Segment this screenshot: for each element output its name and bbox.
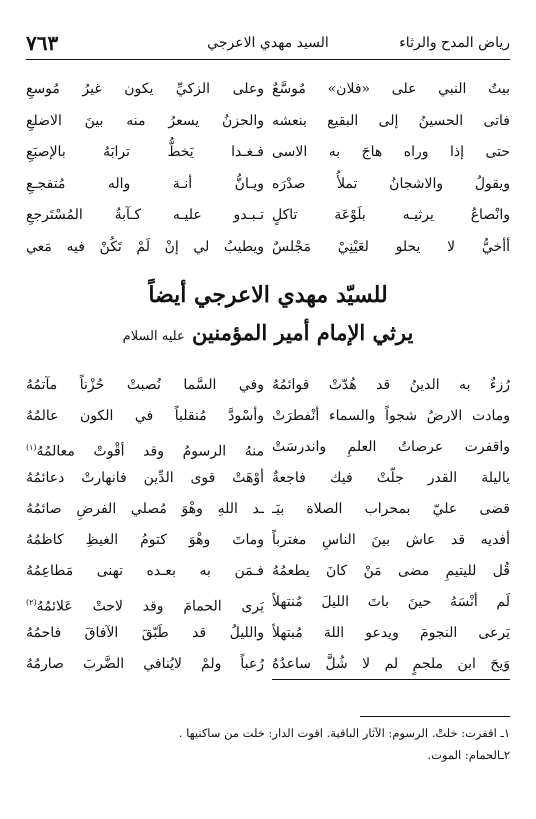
author-name: السيد مهدي الاعرجي: [207, 35, 329, 51]
verse-first-hemistich: فاتى الحسينُ إلى البقيع بنعشه: [272, 112, 510, 129]
footnote: ١ـ اقفرت: خلتْ. الرسوم: الآثار الباقية. اقوت الدار: خلت من ساكنيها .: [178, 726, 510, 740]
footnote: ٢ـالحمام: الموت.: [427, 748, 510, 762]
section-subtitle: [26, 320, 510, 345]
book-title: رياض المدح والرثاء: [399, 35, 510, 51]
verse-second-hemistich: وماتَ وهْوَ كتومُ الغيظِ كاظمُهُ: [26, 532, 264, 548]
verse-first-hemistich: واقفرت عرصاتُ العلمِ واندرسَتْ: [272, 439, 510, 455]
verse-line: [26, 432, 510, 463]
honorific-text: عليه السلام: [122, 329, 185, 344]
verse-line: [26, 232, 510, 264]
verse-second-hemistich: وأسْودَّ مُنقلباً في الكون عالمُهُ: [26, 408, 264, 424]
verse-first-hemistich: أأخيُّ لا يحلو لعَيْنِيْ مَجْلسٌ: [272, 238, 510, 255]
footnote-rule: [360, 716, 510, 717]
verse-line: [26, 169, 510, 201]
verse-line: [26, 74, 510, 106]
verse-first-hemistich: أفديه قد عاش بينَ الناسِ مغترباً: [272, 532, 510, 548]
page-number: ٧٦٣: [26, 31, 59, 55]
verse-line: [26, 587, 510, 618]
verse-second-hemistich: وعلى الزكيِّ يكون غيرُ مُوسعِ: [26, 81, 264, 97]
footnote-marker: (٢): [26, 598, 37, 607]
verse-line: [26, 106, 510, 138]
verse-first-hemistich: ومادت الارضُ شجواً والسماء أنْفطرَتْ: [272, 408, 510, 424]
verse-second-hemistich: رُعباً ولمْ لايُنافي الضَّربَ صارمُهُ: [26, 656, 264, 672]
verse-second-hemistich: تـبـدو عليـه كـآبةُ المُسْتَرجعِ: [26, 207, 264, 223]
verse-line: [26, 525, 510, 556]
verse-line: [26, 463, 510, 494]
verse-first-hemistich: وانْصاعُ يرثيـه بلَوْعَة تاكلٍ: [272, 207, 510, 223]
verse-second-hemistich: ويـانُّ أنـة واله مُتفجـعِ: [26, 175, 264, 192]
hemistich-text: يَرى الحمامَ وقد لاحتْ عَلائمُهُ: [36, 598, 264, 615]
verse-second-hemistich: وفي السَّما نُصبتْ حُزْناً مآتمُهُ: [26, 377, 264, 393]
verse-second-hemistich: والليلُ قد طَبّقَ الآفاقَ فاحمُهُ: [26, 625, 264, 641]
verse-second-hemistich: [26, 432, 264, 463]
verse-line: [26, 556, 510, 587]
verse-line: [26, 401, 510, 432]
verse-first-hemistich: وَيحَ ابن ملجمٍ لم لا شُلَّ ساعدُهُ: [272, 649, 510, 680]
verse-line: [26, 618, 510, 649]
verse-first-hemistich: رُزءٌ به الدينُ قد هُدّتْ قوائمُهُ: [272, 377, 510, 393]
verse-first-hemistich: بيتُ النبي على «فلان» مُوسَّعٌ: [272, 81, 510, 97]
verse-second-hemistich: ـد اللهِ وهْوَ مُصلي الفرضِ صائمُهُ: [26, 501, 264, 517]
verse-second-hemistich: فـغـدا يَخطُّ ترابَهُ بالإصبَعِ: [26, 144, 264, 160]
verse-first-hemistich: يَرعى النجومَ ويدعو اللهَ مُبتهلاً: [272, 625, 510, 641]
hemistich-text: منهُ الرسومُ وقد أقْوتْ معالمُهُ: [36, 443, 264, 460]
verse-first-hemistich: ياليلة القدر جلّتْ فيك فاجعةٌ: [272, 470, 510, 486]
verse-second-hemistich: [26, 587, 264, 618]
poem-b: [26, 370, 510, 680]
verse-first-hemistich: حتى إذا وراه هاجَ به الاسى: [272, 144, 510, 160]
footnote-marker: (١): [26, 443, 37, 452]
verse-line: [26, 494, 510, 525]
verse-first-hemistich: قضى عليّ بمحراب الصلاة بيَـ: [272, 501, 510, 517]
verse-line: [26, 370, 510, 401]
verse-second-hemistich: أوْهَتْ قوى الدِّين فانهارتْ دعائمُهُ: [26, 470, 264, 486]
verse-second-hemistich: ويطيبُ لي إنْ لَمْ تَكُنْ فيه مَعي: [26, 238, 264, 255]
header-rule: [26, 59, 510, 60]
verse-line: [26, 649, 510, 680]
poem-a: [26, 74, 510, 263]
running-header: [26, 30, 510, 56]
verse-second-hemistich: فـمَن به بعـده تهنى مَطاعِمُهُ: [26, 563, 264, 579]
verse-first-hemistich: ويقولُ والاشجانُ تملأُ صدْرَه: [272, 175, 510, 192]
section-title: للسيّد مهدي الاعرجي أيضاً: [148, 282, 388, 308]
verse-second-hemistich: والحزنُ يسعرُ منه بينَ الاضلعِ: [26, 112, 264, 129]
footnotes: [26, 722, 510, 766]
verse-line: [26, 200, 510, 232]
verse-first-hemistich: قُل لليتيمِ مضى مَنْ كانَ يطعمُهُ: [272, 563, 510, 579]
verse-first-hemistich: لَم أنْسَهُ حينَ باتَ الليلَ مُنتهلاً: [272, 594, 510, 610]
subtitle-text: يرثي الإمام أمير المؤمنين: [192, 320, 414, 345]
verse-line: [26, 137, 510, 169]
